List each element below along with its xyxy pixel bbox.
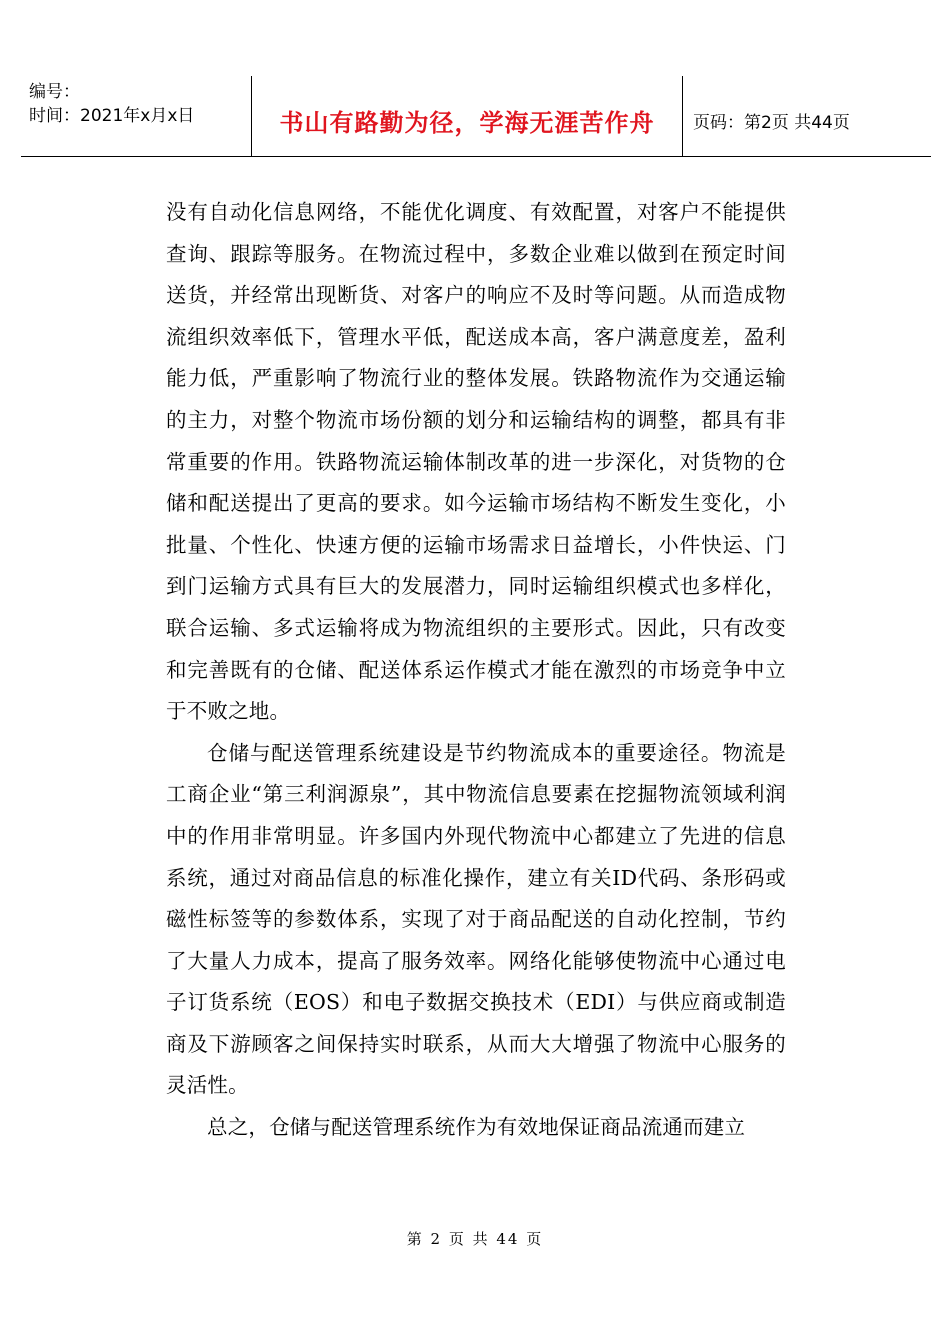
- paragraph: 仓储与配送管理系统建设是节约物流成本的重要途径。物流是工商企业“第三利润源泉”，其中物流信息要素在挖掘物流领域利润中的作用非常明显。许多国内外现代物流中心都建立了先进的信息系统，通过对商品信息的标准化操作，建立有关ID代码、条形码或磁性标签等的参数体系，实现了对于商品配送的自动化控制，节约了大量人力成本，提高了服务效率。网络化能够使物流中心通过电子订货系统（EOS）和电子数据交换技术（EDI）与供应商或制造商及下游顾客之间保持实时联系，从而大大增强了物流中心服务的灵活性。: [166, 740, 786, 1098]
- number-label: 编号：: [29, 82, 80, 102]
- header-meta: [21, 76, 251, 156]
- document-body: [166, 192, 786, 1149]
- header-divider: [682, 76, 683, 156]
- paragraph: 没有自动化信息网络，不能优化调度、有效配置，对客户不能提供查询、跟踪等服务。在物流过程中，多数企业难以做到在预定时间送货，并经常出现断货、对客户的响应不及时等问题。从而造成物流组织效率低下，管理水平低，配送成本高，客户满意度差，盈利能力低，严重影响了物流行业的整体发展。铁路物流作为交通运输的主力，对整个物流市场份额的划分和运输结构的调整，都具有非常重要的作用。铁路物流运输体制改革的进一步深化，对货物的仓储和配送提出了更高的要求。如今运输市场结构不断发生变化，小批量、个性化、快速方便的运输市场需求日益增长，小件快运、门到门运输方式具有巨大的发展潜力，同时运输组织模式也多样化，联合运输、多式运输将成为物流组织的主要形式。因此，只有改变和完善既有的仓储、配送体系运作模式才能在激烈的市场竞争中立于不败之地。: [166, 200, 786, 724]
- paragraph: 总之，仓储与配送管理系统作为有效地保证商品流通而建立: [207, 1115, 746, 1140]
- header-motto: 书山有路勤为径，学海无涯苦作舟: [279, 108, 655, 137]
- header-page-info: 页码：第2页 共44页: [693, 112, 850, 133]
- time-label: 时间：2021年x月x日: [29, 106, 195, 126]
- page-header: [21, 76, 931, 157]
- page-footer: 第 2 页 共 44 页: [406, 1230, 544, 1248]
